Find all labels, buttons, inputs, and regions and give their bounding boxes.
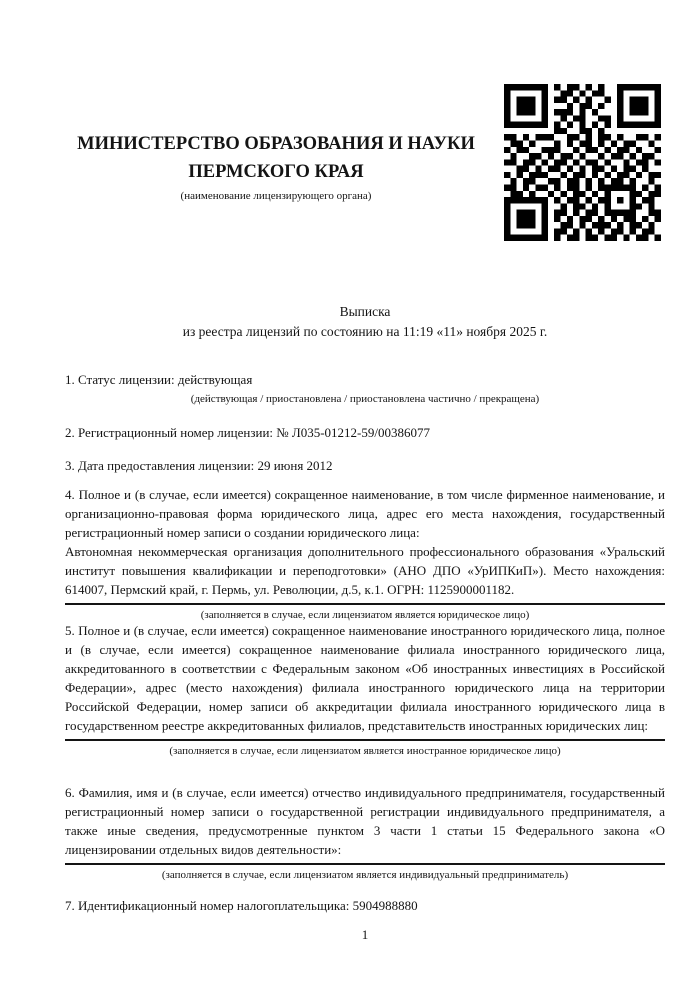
item-7-taxpayer-id <box>65 896 665 915</box>
item-5-note: (заполняется в случае, если лицензиатом является иностранное юридическое лицо) <box>169 745 561 757</box>
item-6-question: 6. Фамилия, имя и (в случае, если имеется) отчество индивидуального предпринимателя, государственный регистрационный номер записи о государственной регистрации индивидуального предпринимателя, а также иные сведения, предусмотренные пунктом 3 части 1 статьи 15 Федерального закона «О лицензировании отдельных видов деятельности»: <box>65 785 665 857</box>
document-title: Выписка <box>339 304 391 319</box>
item-7-text: 7. Идентификационный номер налогоплательщика: 5904988880 <box>65 898 418 913</box>
item-3-grant-date <box>65 456 665 475</box>
item-6-note: (заполняется в случае, если лицензиатом является индивидуальный предприниматель) <box>161 869 569 881</box>
issuer-caption: (наименование лицензирующего органа) <box>180 190 372 202</box>
item-4-fill-line <box>65 603 665 605</box>
item-4-note: (заполняется в случае, если лицензиатом является юридическое лицо) <box>200 609 530 621</box>
qr-code-icon <box>504 84 661 241</box>
document-subtitle: из реестра лицензий по состоянию на 11:19 «11» ноября 2025 г. <box>182 324 548 339</box>
item-5-fill-line <box>65 739 665 741</box>
item-3-text: 3. Дата предоставления лицензии: 29 июня 2012 <box>65 458 333 473</box>
item-4-legal-entity <box>65 485 665 623</box>
item-2-text: 2. Регистрационный номер лицензии: № Л035-01212-59/00386077 <box>65 425 431 440</box>
item-5-foreign-entity <box>65 621 665 759</box>
issuing-authority-header <box>65 130 487 203</box>
item-4-answer: Автономная некоммерческая организация дополнительного профессионального образования «Уральский институт повышения квалификации и переподготовки» (АНО ДПО «УрИПКиП»). Место нахождения: 614007, Пермский край, г. Пермь, ул. Революции, д.5, к.1. ОГРН: 1125900001182. <box>65 544 665 597</box>
item-2-registration-number <box>65 423 665 442</box>
item-5-question: 5. Полное и (в случае, если имеется) сокращенное наименование иностранного юридического лица, полное и (в случае, если имеется) сокращенное наименование филиала иностранного юридического лица, аккредитованного в соответствии с Федеральным законом «Об иностранных инвестициях в Российской Федерации», адрес (место нахождения) филиала иностранного юридического лица на территории Российской Федерации, номер записи об аккредитации филиала иностранного юридического лица в государственном реестре аккредитованных филиалов, представительств иностранных юридических лиц: <box>65 623 665 733</box>
issuer-name-line-1: МИНИСТЕРСТВО ОБРАЗОВАНИЯ И НАУКИ <box>77 134 475 154</box>
item-1-text: 1. Статус лицензии: действующая <box>65 372 253 387</box>
item-6-fill-line <box>65 863 665 865</box>
item-6-individual-entrepreneur <box>65 783 665 883</box>
issuer-name-line-2: ПЕРМСКОГО КРАЯ <box>188 162 364 182</box>
item-1-note: (действующая / приостановлена / приостановлена частично / прекращена) <box>190 393 540 405</box>
item-4-question: 4. Полное и (в случае, если имеется) сокращенное наименование, в том числе фирменное наименование, и организационно-правовая форма юридического лица, адрес его места нахождения, государственный регистрационный номер записи о создании юридического лица: <box>65 487 665 540</box>
item-1-license-status <box>65 370 665 407</box>
document-title-block <box>65 302 665 342</box>
page-number: 1 <box>361 927 369 942</box>
